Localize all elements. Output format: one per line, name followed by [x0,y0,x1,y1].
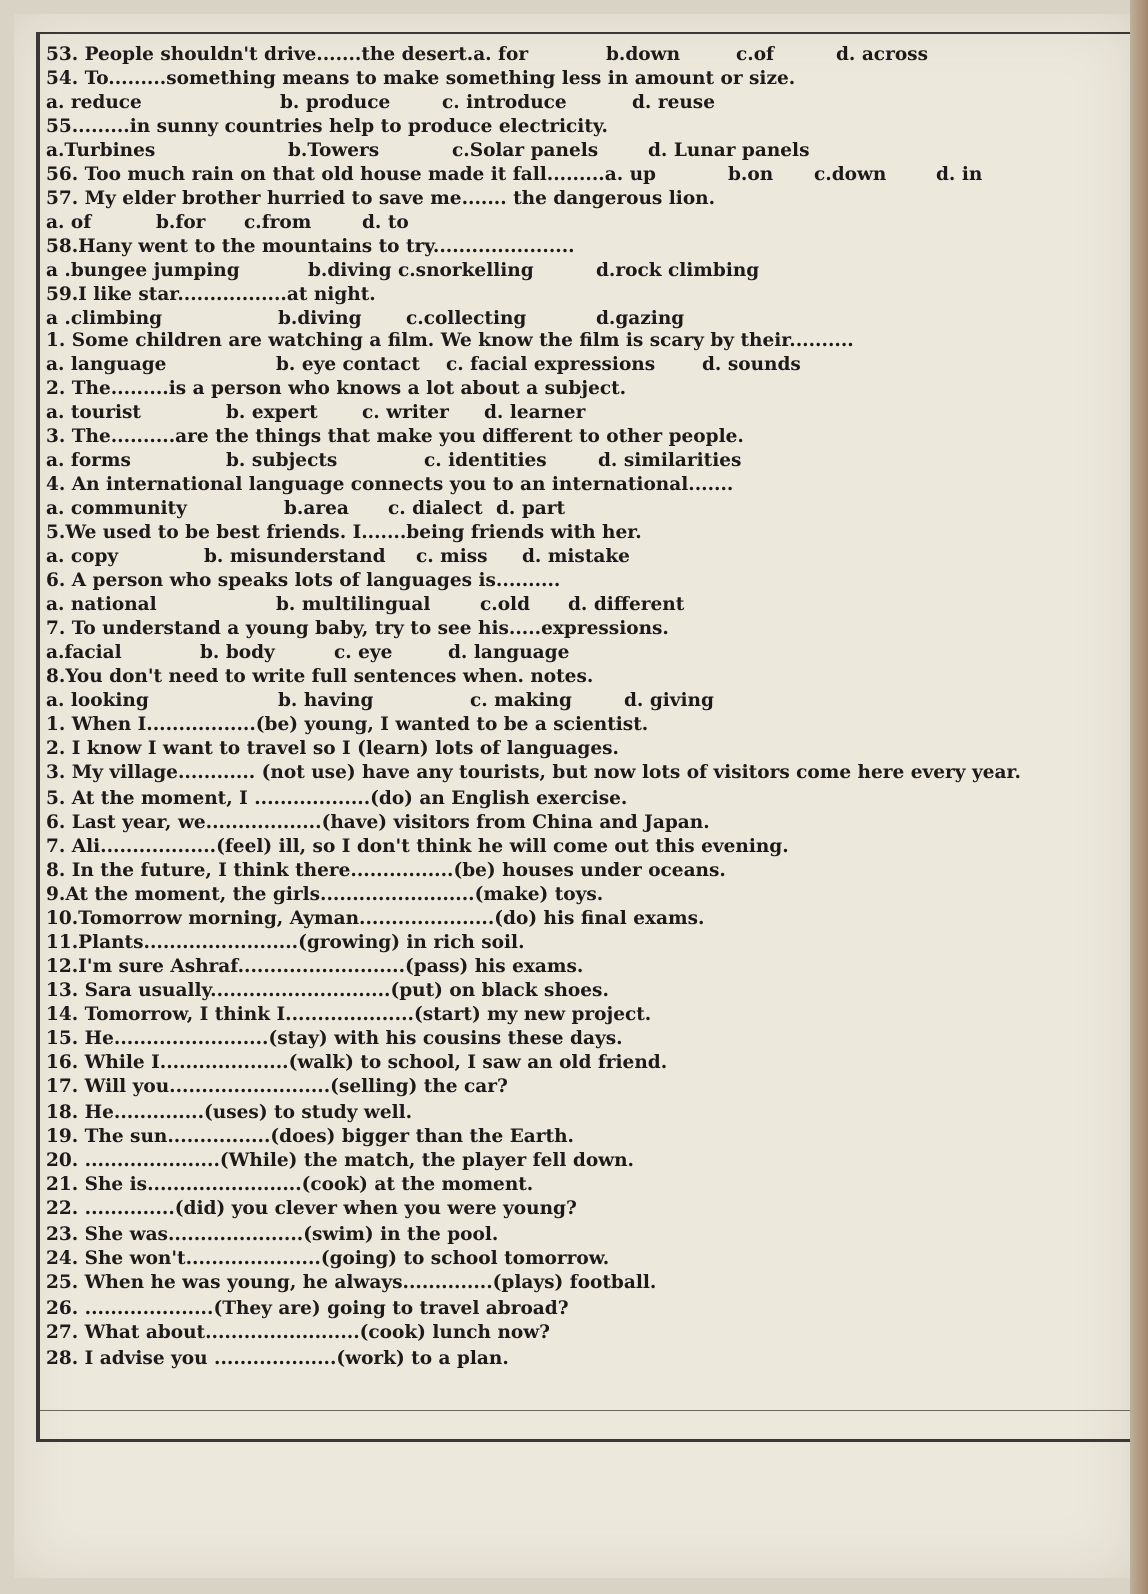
question-text: 7. To understand a young baby, try to see his.....expressions. [46,618,669,639]
answer-option: d. mistake [522,546,630,567]
question-text: 13. Sara usually............................(put) on black shoes. [46,980,609,1001]
answer-option: b. expert [226,402,318,423]
answer-option: a. language [46,354,167,375]
question-text: 28. I advise you ...................(work) to a plan. [46,1348,509,1369]
question-text: 58.Hany went to the mountains to try...................... [46,236,575,257]
question-text: 54. To.........something means to make something less in amount or size. [46,68,796,89]
question-text: 1. When I.................(be) young, I wanted to be a scientist. [46,714,649,735]
answer-option: d. reuse [632,92,715,113]
answer-option: c. writer [362,402,449,423]
question-text: 3. The..........are the things that make you different to other people. [46,426,744,447]
answer-option: b.down [606,44,681,65]
question-text: 16. While I....................(walk) to school, I saw an old friend. [46,1052,668,1073]
answer-option: c.collecting [406,308,527,329]
question-text: 18. He..............(uses) to study well. [46,1102,413,1123]
question-text: 9.At the moment, the girls........................(make) toys. [46,884,604,905]
answer-option: d. learner [484,402,586,423]
answer-option: 56. Too much rain on that old house made it fall.........a. up [46,164,656,185]
answer-option: b.for [156,212,206,233]
question-text: 23. She was.....................(swim) in the pool. [46,1224,499,1245]
answer-option: a .climbing [46,308,163,329]
answer-option: 53. People shouldn't drive.......the desert.a. for [46,44,529,65]
answer-option: d. giving [624,690,714,711]
answer-option: a. national [46,594,157,615]
answer-option: b.Towers [288,140,380,161]
answer-option: d.gazing [596,308,685,329]
answer-option: a.facial [46,642,122,663]
worksheet [36,32,1138,1442]
question-text: 8. In the future, I think there................(be) houses under oceans. [46,860,726,881]
answer-option: d. Lunar panels [648,140,810,161]
question-text: 15. He........................(stay) with his cousins these days. [46,1028,623,1049]
question-text: 12.I'm sure Ashraf..........................(pass) his exams. [46,956,584,977]
answer-option: d. across [836,44,928,65]
answer-option: b.diving [278,308,362,329]
question-text: 22. ..............(did) you clever when you were young? [46,1198,577,1219]
answer-option: b. produce [280,92,391,113]
question-text: 17. Will you.........................(selling) the car? [46,1076,508,1097]
answer-option: d. sounds [702,354,801,375]
answer-option: c. miss [416,546,488,567]
paper-sheet [14,14,1136,1578]
question-text: 55.........in sunny countries help to produce electricity. [46,116,608,137]
answer-option: c. dialect [388,498,483,519]
question-text: 25. When he was young, he always..............(plays) football. [46,1272,657,1293]
answer-option: c.from [244,212,312,233]
question-text: 6. Last year, we..................(have) visitors from China and Japan. [46,812,710,833]
question-text: 3. My village............ (not use) have any tourists, but now lots of visitors come here every year. [46,762,1021,783]
question-text: 1. Some children are watching a film. We know the film is scary by their.......... [46,330,854,351]
answer-option: c.old [480,594,531,615]
answer-option: a. of [46,212,92,233]
page-edge [1130,0,1148,1594]
answer-option: d.rock climbing [596,260,760,281]
question-text: 14. Tomorrow, I think I....................(start) my new project. [46,1004,652,1025]
answer-option: d. different [568,594,685,615]
answer-option: b. eye contact [276,354,420,375]
answer-option: a. reduce [46,92,142,113]
answer-option: a. forms [46,450,131,471]
answer-option: c. facial expressions [446,354,656,375]
answer-option: c. eye [334,642,393,663]
question-text: 20. .....................(While) the match, the player fell down. [46,1150,634,1171]
question-text: 24. She won't.....................(going) to school tomorrow. [46,1248,610,1269]
answer-option: b.area [284,498,349,519]
question-text: 6. A person who speaks lots of languages is.......... [46,570,561,591]
question-text: 7. Ali..................(feel) ill, so I don't think he will come out this evening. [46,836,789,857]
answer-option: a .bungee jumping [46,260,240,281]
question-text: 4. An international language connects you to an international....... [46,474,734,495]
question-text: 59.I like star.................at night. [46,284,376,305]
answer-option: c.Solar panels [452,140,599,161]
answer-option: c. introduce [442,92,567,113]
answer-option: d. in [936,164,983,185]
answer-option: a. tourist [46,402,141,423]
bottom-rule [40,1410,1138,1411]
answer-option: d. language [448,642,570,663]
answer-option: b.on [728,164,774,185]
question-text: 27. What about........................(cook) lunch now? [46,1322,551,1343]
question-text: 19. The sun................(does) bigger than the Earth. [46,1126,574,1147]
question-text: 2. I know I want to travel so I (learn) lots of languages. [46,738,619,759]
question-text: 10.Tomorrow morning, Ayman.....................(do) his final exams. [46,908,705,929]
question-text: 2. The.........is a person who knows a lot about a subject. [46,378,627,399]
answer-option: a. copy [46,546,119,567]
answer-option: a.Turbines [46,140,156,161]
answer-option: c.down [814,164,887,185]
question-text: 5. At the moment, I ..................(do) an English exercise. [46,788,628,809]
answer-option: d. part [496,498,566,519]
question-text: 21. She is........................(cook) at the moment. [46,1174,534,1195]
answer-option: c.of [736,44,775,65]
question-text: 5.We used to be best friends. I.......being friends with her. [46,522,642,543]
answer-option: b. misunderstand [204,546,386,567]
answer-option: b. having [278,690,374,711]
answer-option: b. body [200,642,275,663]
answer-option: d. to [362,212,409,233]
question-text: 26. ....................(They are) going to travel abroad? [46,1298,569,1319]
answer-option: c. identities [424,450,547,471]
answer-option: b.diving c.snorkelling [308,260,534,281]
answer-option: c. making [470,690,572,711]
answer-option: b. multilingual [276,594,431,615]
answer-option: a. looking [46,690,149,711]
answer-option: d. similarities [598,450,742,471]
answer-option: a. community [46,498,187,519]
answer-option: b. subjects [226,450,338,471]
question-text: 11.Plants........................(growing) in rich soil. [46,932,525,953]
question-text: 57. My elder brother hurried to save me....... the dangerous lion. [46,188,716,209]
question-text: 8.You don't need to write full sentences when. notes. [46,666,594,687]
